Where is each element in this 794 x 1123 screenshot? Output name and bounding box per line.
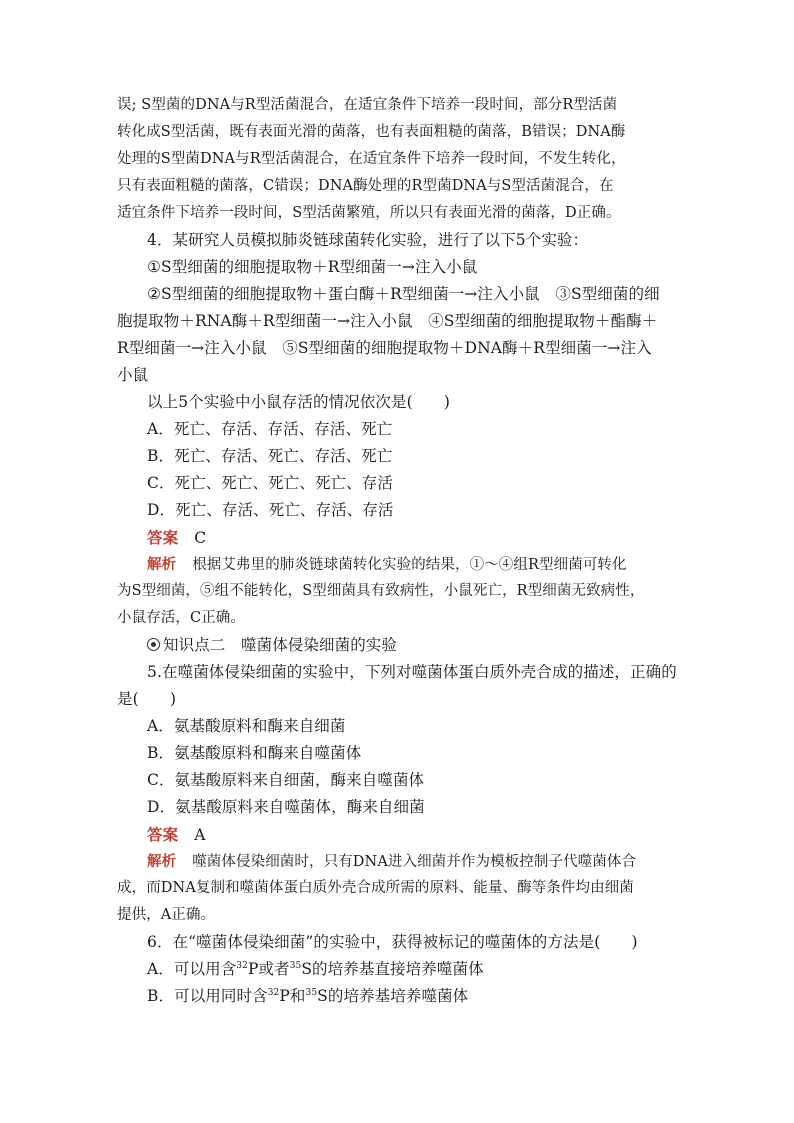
q5-stem-line: 是( ) xyxy=(117,690,177,708)
section-heading xyxy=(117,632,680,659)
answer-value: A xyxy=(194,826,206,844)
option-text: A．可以用含 xyxy=(147,960,237,978)
q5-answer xyxy=(117,821,680,848)
option-text: P或者 xyxy=(247,960,290,978)
q5-option-b: B．氨基酸原料和酶来自噬菌体 xyxy=(147,744,362,762)
q4-experiment-line: ②S型细菌的细胞提取物＋蛋白酶＋R型细菌一→注入小鼠 ③S型细菌的细 xyxy=(147,285,660,303)
q5-explanation-line: 成，而DNA复制和噬菌体蛋白质外壳合成所需的原料、能量、酶等条件均由细菌 xyxy=(117,880,634,896)
explanation-label: 解析 xyxy=(147,853,177,870)
q4-stem: 4．某研究人员模拟肺炎链球菌转化实验，进行了以下5个实验： xyxy=(147,231,589,249)
explanation-text: 根据艾弗里的肺炎链球菌转化实验的结果，①～④组R型细菌可转化 xyxy=(192,557,627,573)
q6-option-a xyxy=(117,956,680,983)
q4-explanation-line: 为S型细菌，⑤组不能转化，S型细菌具有致病性，小鼠死亡，R型细菌无致病性， xyxy=(117,583,645,599)
document-page xyxy=(117,92,680,1010)
q3-explanation-line: 处理的S型菌DNA与R型活菌混合，在适宜条件下培养一段时间，不发生转化， xyxy=(117,151,626,167)
q4-experiment-line: ①S型细菌的细胞提取物＋R型细菌一→注入小鼠 xyxy=(147,258,478,276)
isotope-superscript: 35 xyxy=(289,960,302,971)
q3-explanation-line: 转化成S型活菌，既有表面光滑的菌落，也有表面粗糙的菌落，B错误；DNA酶 xyxy=(117,124,626,140)
answer-label: 答案 xyxy=(147,528,179,547)
explanation-text: 噬菌体侵染细菌时，只有DNA进入细菌并作为模板控制子代噬菌体合 xyxy=(192,854,637,870)
target-bullet-icon xyxy=(147,638,160,651)
q4-experiment-line: R型细菌一→注入小鼠 ⑤S型细菌的细胞提取物＋DNA酶＋R型细菌一→注入 xyxy=(117,339,652,357)
section-title: 知识点二 噬菌体侵染细菌的实验 xyxy=(163,636,398,654)
q4-option-c: C．死亡、死亡、死亡、死亡、存活 xyxy=(147,474,393,492)
q3-explanation-line: 只有表面粗糙的菌落，C错误；DNA酶处理的R型菌DNA与S型活菌混合，在 xyxy=(117,178,614,194)
q3-explanation-line: 误; S型菌的DNA与R型活菌混合，在适宜条件下培养一段时间，部分R型活菌 xyxy=(117,97,618,113)
q5-option-a: A．氨基酸原料和酶来自细菌 xyxy=(147,717,346,735)
isotope-superscript: 32 xyxy=(236,960,248,971)
option-text: P和 xyxy=(279,987,306,1005)
q5-option-c: C．氨基酸原料来自细菌，酶来自噬菌体 xyxy=(147,771,425,789)
q4-experiment-line: 胞提取物＋RNA酶＋R型细菌一→注入小鼠 ④S型细菌的细胞提取物＋酯酶＋ xyxy=(117,312,658,330)
answer-label: 答案 xyxy=(147,825,179,844)
option-text: B．可以用同时含 xyxy=(147,987,268,1005)
q4-explanation-line: 小鼠存活，C正确。 xyxy=(117,610,245,626)
option-text: S的培养基直接培养噬菌体 xyxy=(301,960,484,978)
q4-question: 以上5个实验中小鼠存活的情况依次是( ) xyxy=(147,393,451,411)
q5-option-d: D．氨基酸原料来自噬菌体，酶来自细菌 xyxy=(147,798,425,816)
q5-explanation-first xyxy=(117,848,680,875)
q4-option-d: D．死亡、存活、死亡、存活、存活 xyxy=(147,501,394,519)
q4-option-a: A．死亡、存活、存活、存活、死亡 xyxy=(147,420,393,438)
q5-explanation-line: 提供，A正确。 xyxy=(117,907,216,923)
isotope-superscript: 32 xyxy=(267,987,280,998)
q6-stem: 6．在“噬菌体侵染细菌”的实验中，获得被标记的噬菌体的方法是( ) xyxy=(147,933,638,951)
q4-explanation-first xyxy=(117,551,680,578)
q4-experiment-line: 小鼠 xyxy=(117,366,149,384)
q4-option-b: B．死亡、存活、死亡、存活、死亡 xyxy=(147,447,393,465)
explanation-label: 解析 xyxy=(147,556,177,573)
q4-answer xyxy=(117,524,680,551)
q3-explanation-line: 适宜条件下培养一段时间，S型活菌繁殖，所以只有表面光滑的菌落，D正确。 xyxy=(117,205,621,221)
q6-option-b xyxy=(117,983,680,1010)
option-text: S的培养基培养噬菌体 xyxy=(317,987,469,1005)
isotope-superscript: 35 xyxy=(305,987,318,998)
answer-value: C xyxy=(194,529,207,547)
q5-stem-line: 5.在噬菌体侵染细菌的实验中，下列对噬菌体蛋白质外壳合成的描述，正确的 xyxy=(147,663,677,681)
